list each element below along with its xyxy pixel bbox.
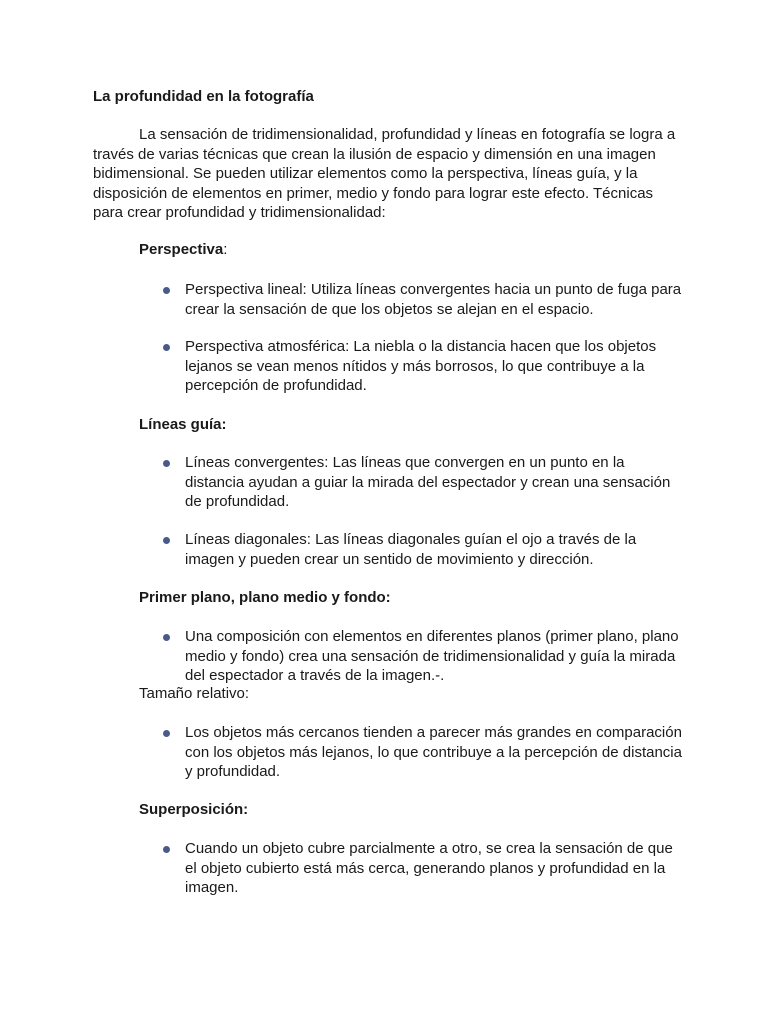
bullet-dot-icon [163, 460, 170, 467]
list-item-text: Líneas convergentes: Las líneas que convergen en un punto en la distancia ayudan a guiar la mirada del espectador y crean una sensación de profundidad. [185, 454, 671, 510]
intro-paragraph: La sensación de tridimensionalidad, profundidad y líneas en fotografía se logra a través de varias técnicas que crean la ilusión de espacio y dimensión en una imagen bidimensional. Se pueden utilizar elementos como la perspectiva, líneas guía, y la disposición de elementos en primer, medio y fondo para lograr este efecto. Técnicas para crear profundidad y tridimensionalidad: [93, 126, 676, 221]
list-item [185, 627, 685, 686]
bullet-dot-icon [163, 344, 170, 351]
list-item-text: Líneas diagonales: Las líneas diagonales guían el ojo a través de la imagen y pueden crear un sentido de movimiento y dirección. [185, 531, 637, 568]
section-heading-superposicion: Superposición: [139, 801, 249, 818]
list-item [185, 337, 685, 396]
section-heading-planos: Primer plano, plano medio y fondo: [139, 589, 391, 606]
list-item-text: Los objetos más cercanos tienden a parecer más grandes en comparación con los objetos más lejanos, lo que contribuye a la percepción de distancia y profundidad. [185, 724, 682, 780]
list-item [185, 723, 685, 782]
list-item [185, 839, 685, 898]
list-item-text: Perspectiva lineal: Utiliza líneas convergentes hacia un punto de fuga para crear la sensación de que los objetos se alejan en el espacio. [185, 281, 682, 318]
list-item-text: Perspectiva atmosférica: La niebla o la distancia hacen que los objetos lejanos se vean menos nítidos y más borrosos, lo que contribuye a la percepción de profundidad. [185, 338, 657, 394]
section-heading-perspectiva [139, 240, 227, 260]
section-heading-tamano-relativo: Tamaño relativo: [139, 685, 250, 702]
heading-colon: : [223, 241, 228, 258]
list-item [185, 280, 685, 319]
bullet-dot-icon [163, 730, 170, 737]
section-heading-lineas-guia: Líneas guía: [139, 416, 227, 433]
bullet-dot-icon [163, 846, 170, 853]
list-item-text: Cuando un objeto cubre parcialmente a otro, se crea la sensación de que el objeto cubierto está más cerca, generando planos y profundidad en la imagen. [185, 840, 673, 896]
heading-text: Perspectiva [139, 241, 224, 258]
list-item [185, 530, 685, 569]
document-title: La profundidad en la fotografía [93, 88, 314, 105]
bullet-dot-icon [163, 537, 170, 544]
list-item [185, 453, 685, 512]
bullet-dot-icon [163, 634, 170, 641]
list-item-text: Una composición con elementos en diferentes planos (primer plano, plano medio y fondo) crea una sensación de tridimensionalidad y guía la mirada del espectador a través de la imagen.-. [185, 628, 679, 684]
bullet-dot-icon [163, 287, 170, 294]
